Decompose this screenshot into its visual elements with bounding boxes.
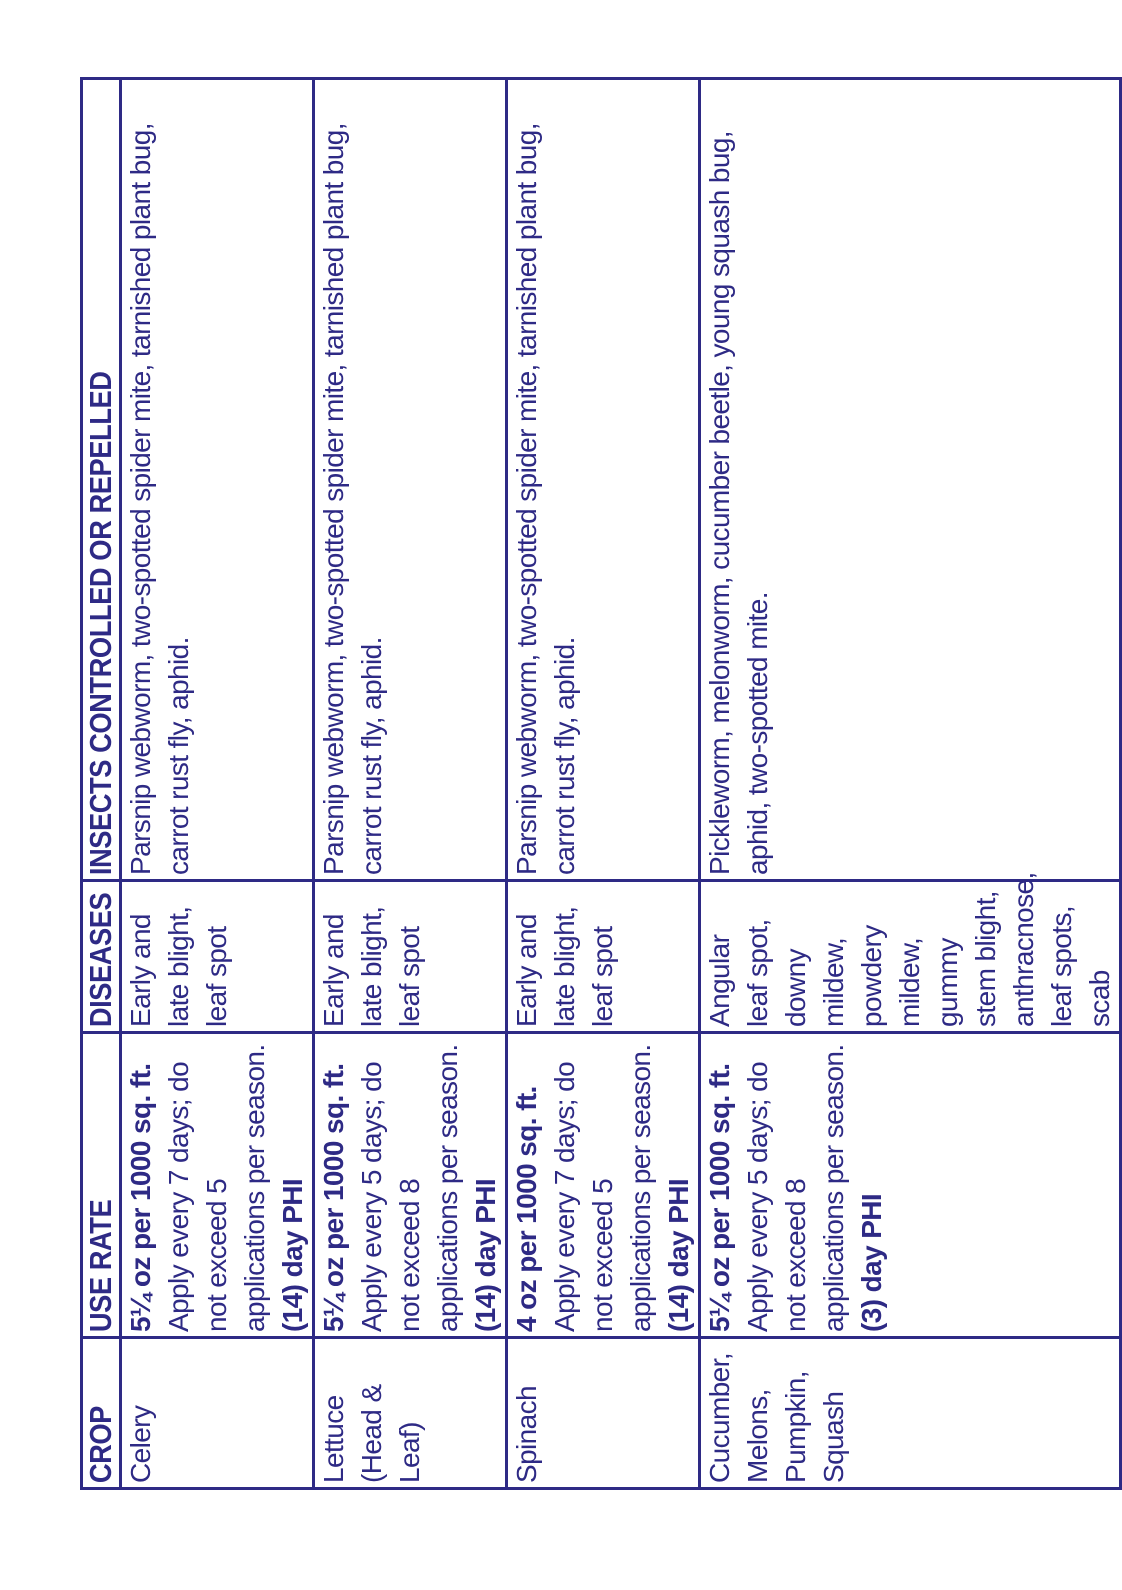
- use-rate-cell: [507, 1032, 700, 1337]
- rate-phi: (14) day PHI: [277, 1178, 308, 1332]
- rate-amount: 5¼ oz per 1000 sq. ft.: [704, 1063, 735, 1332]
- diseases-cell: Early and late blight, leaf spot: [507, 880, 700, 1032]
- table-row: [700, 78, 1121, 1488]
- rate-instructions: Apply every 5 days; do not exceed 8 applications per season.: [356, 1044, 463, 1332]
- label-table-frame: [80, 80, 1115, 1490]
- diseases-cell: Early and late blight, leaf spot: [314, 880, 507, 1032]
- crop-cell: Celery: [121, 1338, 314, 1489]
- rate-instructions: Apply every 7 days; do not exceed 5 applications per season.: [549, 1044, 656, 1332]
- use-rate-cell: [700, 1032, 1121, 1337]
- rate-amount: 4 oz per 1000 sq. ft.: [511, 1086, 542, 1332]
- insects-cell: Parsnip webworm, two-spotted spider mite, tarnished plant bug, carrot rust fly, aphid.: [121, 78, 314, 880]
- insects-cell: Parsnip webworm, two-spotted spider mite, tarnished plant bug, carrot rust fly, aphid.: [314, 78, 507, 880]
- rate-instructions: Apply every 5 days; do not exceed 8 applications per season.: [742, 1044, 849, 1332]
- rotated-table-container: [80, 80, 1115, 1490]
- use-rate-cell: [121, 1032, 314, 1337]
- rate-amount: 5¼ oz per 1000 sq. ft.: [318, 1063, 349, 1332]
- use-rate-cell: [314, 1032, 507, 1337]
- table-row: [507, 78, 700, 1488]
- table-header-row: [82, 78, 121, 1488]
- crop-use-table: [80, 77, 1122, 1490]
- rate-phi: (14) day PHI: [470, 1178, 501, 1332]
- header-use-rate: USE RATE: [82, 1069, 121, 1337]
- rate-phi: (3) day PHI: [856, 1193, 887, 1332]
- insects-cell: Parsnip webworm, two-spotted spider mite, tarnished plant bug, carrot rust fly, aphid.: [507, 78, 700, 880]
- header-diseases: DISEASES: [82, 899, 121, 1033]
- crop-cell: Spinach: [507, 1338, 700, 1489]
- rate-amount: 5¼ oz per 1000 sq. ft.: [125, 1063, 156, 1332]
- header-crop: CROP: [82, 1356, 121, 1489]
- diseases-cell: Early and late blight, leaf spot: [121, 880, 314, 1032]
- crop-cell: Cucumber, Melons, Pumpkin, Squash: [700, 1338, 1121, 1489]
- header-insects: INSECTS CONTROLLED OR REPELLED: [82, 175, 121, 881]
- rate-phi: (14) day PHI: [663, 1178, 694, 1332]
- insects-cell: Pickleworm, melonworm, cucumber beetle, young squash bug, aphid, two-spotted mite.: [700, 78, 1121, 880]
- rate-instructions: Apply every 7 days; do not exceed 5 applications per season.: [163, 1044, 270, 1332]
- table-row: [121, 78, 314, 1488]
- crop-cell: Lettuce (Head & Leaf): [314, 1338, 507, 1489]
- diseases-cell: Angular leaf spot, downy mildew, powdery mildew, gummy stem blight, anthracnose, leaf spots, scab: [700, 880, 1121, 1032]
- table-row: [314, 78, 507, 1488]
